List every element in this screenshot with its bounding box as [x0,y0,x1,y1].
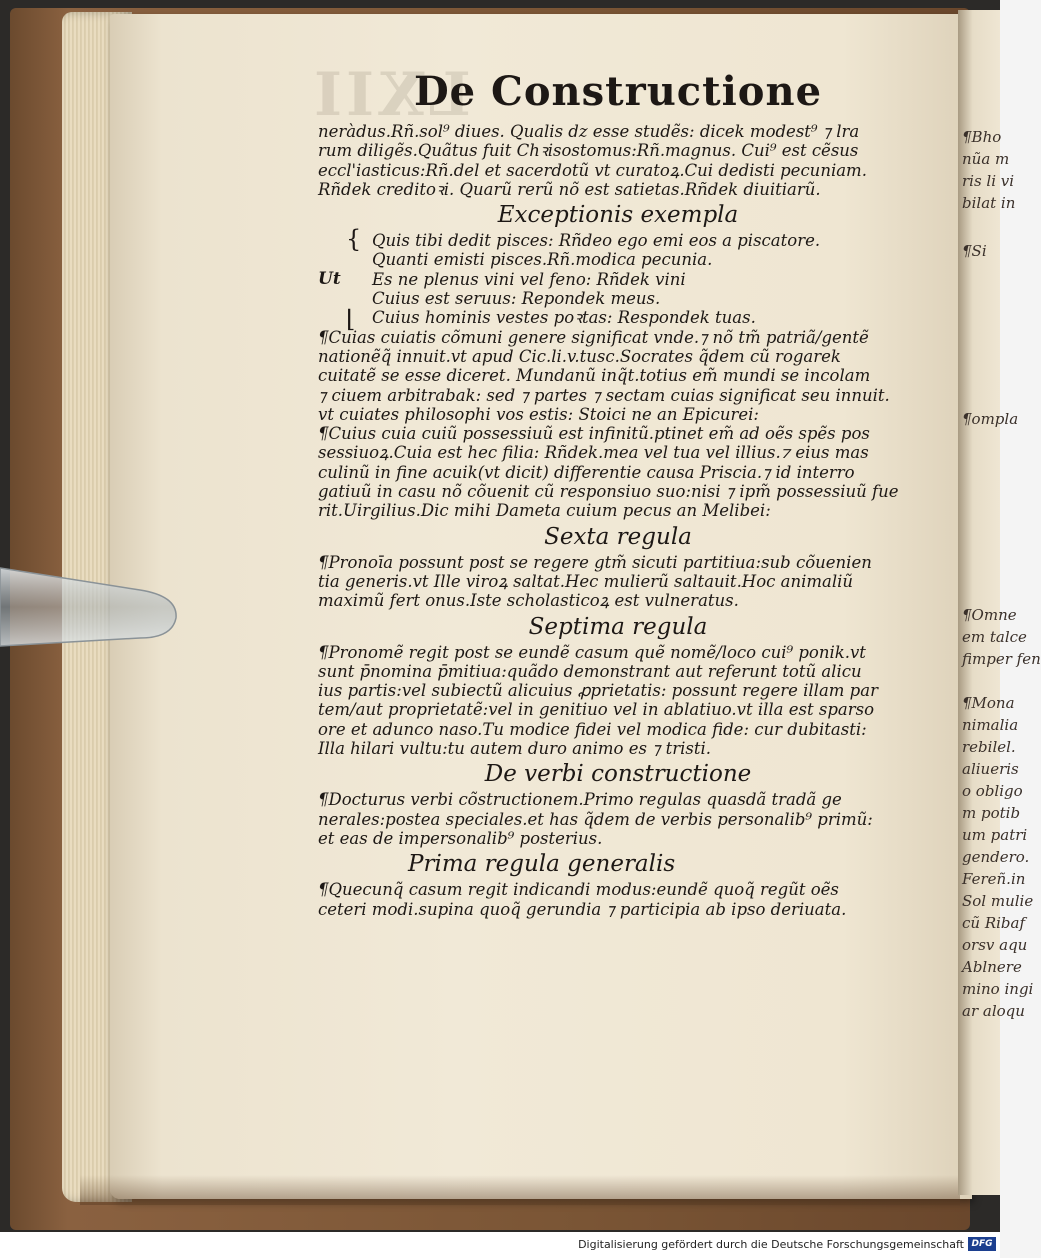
glass-page-weight [0,560,178,650]
facing-page-fragment: ris li vi [962,172,1015,190]
text-line: ⁊ ciuem arbitrabak: sed ⁊ partes ⁊ sectam cuias significat seu innuit. [318,385,890,405]
facing-page-fragment: em talce [962,628,1027,646]
text-line: ¶Docturus verbi cõstructionem.Primo regulas quasdã tradã ge [318,790,842,810]
verbi-paragraph [318,790,918,848]
section-heading: De verbi constructione [484,761,752,788]
brace-icon: ⌊ [346,305,356,334]
facing-page-fragment: ¶ompla [962,410,1019,428]
facing-page-fragment: bilat in [962,194,1016,212]
facing-page-fragment: nũa m [962,150,1010,168]
text-line: neràdus.Rñ.sol⁹ diues. Qualis dz esse studẽs: dicek modest⁹ ⁊ lra [318,122,860,141]
funding-credit: Digitalisierung gefördert durch die Deutsche Forschungsgemeinschaft [578,1238,964,1251]
facing-page-fragment: Sol mulie [962,892,1034,910]
facing-page-fragment: um patri [962,826,1028,844]
cuias-paragraph [318,328,918,424]
section-heading: Exceptionis exempla [497,202,739,229]
facing-page-fragment: m potib [962,804,1021,822]
text-line: ore et adunco naso.Tu modice fidei vel modica fide: cur dubitasti: [318,719,867,739]
text-line: rit.Uirgilius.Dic mihi Dameta cuium pecus an Melibei: [318,501,771,521]
sexta-paragraph [318,553,918,611]
text-line: et eas de impersonalib⁹ posterius. [318,828,603,848]
footer-bar [0,1232,1000,1258]
text-line: ¶Cuius cuia cuiũ possessiuũ est infinitũ.ptinet em̃ ad oẽs spẽs pos [318,424,870,444]
text-line: sunt p̄nomina p̄mitiua:quãdo demonstrant aut referunt totũ alicu [318,661,862,681]
text-line: tia generis.vt Ille viroꝝ saltat.Hec mulierũ saltauit.Hoc animaliũ [318,571,854,591]
text-line: eccl'iasticus:Rñ.del et sacerdotũ vt curatoꝝ.Cui dedisti pecuniam. [318,160,867,180]
facing-page [958,10,1041,1195]
example-line: Cuius hominis vestes poꝛtas: Respondek tuas. [372,308,756,328]
text-line: vt cuiates philosophi vos estis: Stoici ne an Epicurei: [318,404,759,424]
facing-page-fragment: Fereñ.in [962,870,1026,888]
text-line: ¶Cuias cuiatis cõmuni genere significat vnde.⁊ nõ tm̃ patriã/gentẽ [318,327,869,347]
text-line: gatiuũ in casu nõ cõuenit cũ responsiuo suo:nisi ⁊ ipm̃ possessiuũ fue [318,482,899,502]
facing-page-fragment: cũ Ribaf [962,914,1026,932]
section-heading: Prima regula generalis [408,851,676,878]
dfg-logo: DFG [968,1237,996,1251]
text-line: ius partis:vel subiectũ alicuius ꝓprietatis: possunt regere illam par [318,681,878,701]
text-line: rum diligẽs.Quãtus fuit Chꝛisostomus:Rñ.magnus. Cui⁹ est cẽsus [318,141,859,161]
facing-page-fragment: mino ingi [962,980,1034,998]
brace-icon: { [346,225,362,254]
facing-page-fragment: gendero. [962,848,1030,866]
example-line: Quanti emisti pisces.Rñ.modica pecunia. [372,250,713,270]
text-line: ¶Quecunq̃ casum regit indicandi modus:eundẽ quoq̃ regũt oẽs [318,880,839,900]
cuius-paragraph [318,424,918,520]
text-line: nationẽq̃ innuit.vt apud Cic.li.v.tusc.Socrates q̃dem cũ rogarek [318,346,841,366]
example-block [318,225,918,334]
facing-page-fragment: aliueris [962,760,1019,778]
facing-page-fragment: ar aloqu [962,1002,1025,1020]
example-line: Quis tibi dedit pisces: Rñdeo ego emi eos a piscatore. [372,231,821,251]
text-column [318,66,918,919]
text-line: cuitatẽ se esse diceret. Mundanũ inq̃t.totius em̃ mundi se incolam [318,366,871,386]
text-line: Rñdek creditoꝛi. Quarũ rerũ nõ est satietas.Rñdek diuitiarũ. [318,179,821,199]
page-shadow [80,1175,960,1205]
facing-page-fragment: ¶Mona [962,694,1015,712]
text-line: ¶Pronoīa possunt post se regere gtm̃ sicuti partitiua:sub cõuenien [318,552,872,572]
text-line: sessiuoꝝ.Cuia est hec filia: Rñdek.mea vel tua vel illius.⁊ eius mas [318,443,869,463]
example-line: Cuius est seruus: Repondek meus. [372,289,661,309]
text-line: ¶Pronomẽ regit post se eundẽ casum quẽ nomẽ/loco cui⁹ ponik.vt [318,642,866,662]
ut-label: Ut [318,269,341,290]
intro-paragraph [318,122,918,199]
facing-page-fragment: orsv aqu [962,936,1028,954]
facing-page-fragment: ¶Bho [962,128,1002,146]
facing-page-fragment: nimalia [962,716,1019,734]
text-line: Illa hilari vultu:tu autem duro animo es ⁊ tristi. [318,739,712,759]
text-line: maximũ fert onus.Iste scholasticoꝝ est vulneratus. [318,591,739,611]
section-heading: Sexta regula [544,523,692,550]
page-title: De Constructione [413,68,823,115]
section-heading: Septima regula [528,613,708,640]
text-line: tem/aut proprietatẽ:vel in genitiuo vel in ablatiuo.vt illa est sparso [318,700,875,720]
facing-page-fragment: Ablnere [962,958,1022,976]
prima-paragraph [318,880,918,919]
text-line: culinũ in fine acuik(vt dicit) differentie causa Priscia.⁊ id interro [318,462,855,482]
facing-page-fragment: rebilel. [962,738,1016,756]
facing-page-fragment: ¶Si [962,242,987,260]
septima-paragraph [318,643,918,759]
facing-page-fragment: fimper fen [962,650,1041,668]
example-line: Es ne plenus vini vel feno: Rñdek vini [372,269,686,289]
text-line: nerales:postea speciales.et has q̃dem de verbis personalib⁹ primũ: [318,809,873,829]
facing-page-fragment: ¶Omne [962,606,1017,624]
facing-page-fragment: o obligo [962,782,1023,800]
bleed-through-text: LXII [310,60,471,130]
text-line: ceteri modi.supina quoq̃ gerundia ⁊ participia ab ipso deriuata. [318,899,847,919]
